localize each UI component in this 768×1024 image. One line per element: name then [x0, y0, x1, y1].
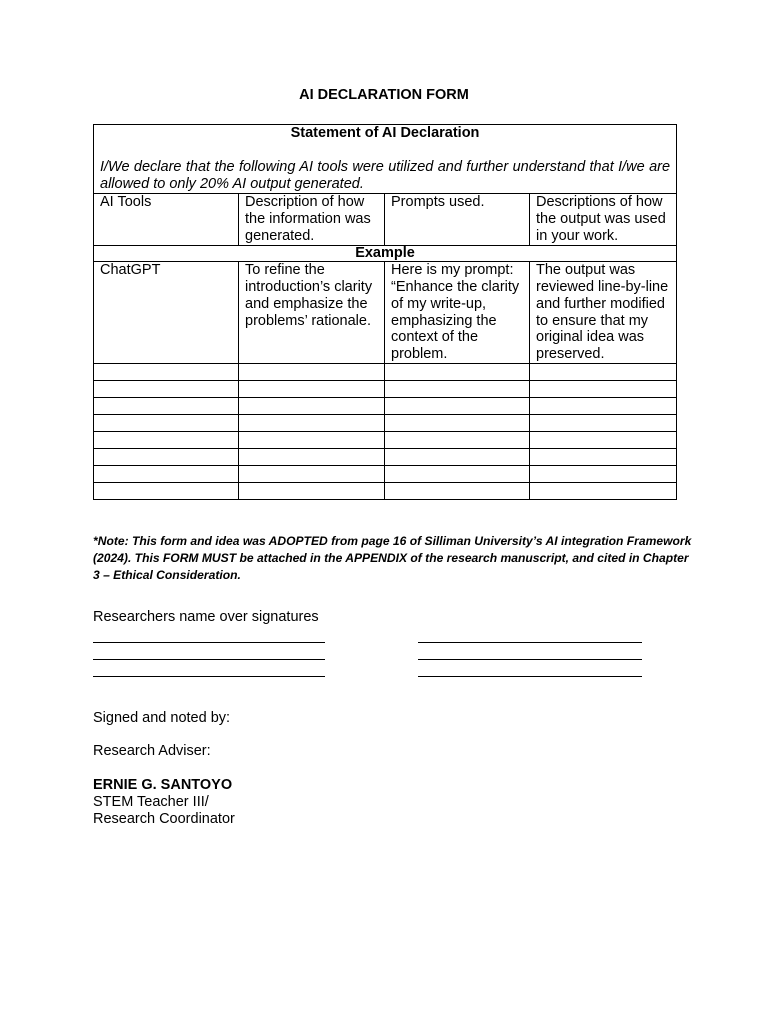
- table-row: [94, 415, 677, 432]
- table-cell[interactable]: [385, 364, 530, 381]
- signature-line[interactable]: [418, 676, 642, 677]
- table-row: [94, 398, 677, 415]
- table-cell[interactable]: [530, 466, 677, 483]
- table-cell[interactable]: [239, 483, 385, 500]
- example-ai-tool: ChatGPT: [94, 262, 239, 364]
- signature-line[interactable]: [93, 676, 325, 677]
- header-description: Description of how the information was generated.: [239, 194, 385, 245]
- ai-declaration-table: [93, 124, 677, 500]
- table-cell[interactable]: [239, 364, 385, 381]
- example-row: [94, 262, 677, 364]
- table-cell[interactable]: [94, 364, 239, 381]
- table-cell[interactable]: [94, 466, 239, 483]
- table-cell[interactable]: [385, 449, 530, 466]
- adoption-note: *Note: This form and idea was ADOPTED from page 16 of Silliman University’s AI integration Framework (2024). This FORM MUST be attached in the APPENDIX of the research manuscript, and cited in Chapter 3 – Ethical Consideration.: [93, 534, 692, 582]
- table-cell[interactable]: [530, 364, 677, 381]
- signed-noted-label: Signed and noted by:: [93, 710, 231, 726]
- example-description: To refine the introduction’s clarity and emphasize the problems’ rationale.: [239, 262, 385, 364]
- table-row: [94, 381, 677, 398]
- table-cell[interactable]: [530, 483, 677, 500]
- table-cell[interactable]: [94, 432, 239, 449]
- adviser-name: ERNIE G. SANTOYO: [93, 777, 233, 793]
- table-row: [94, 483, 677, 500]
- table-cell[interactable]: [239, 466, 385, 483]
- example-label-row: [94, 245, 677, 262]
- table-row: [94, 364, 677, 381]
- table-cell[interactable]: [530, 398, 677, 415]
- table-cell[interactable]: [385, 483, 530, 500]
- statement-text: I/We declare that the following AI tools were utilized and further understand that I/we are allowed to only 20% AI output generated.: [100, 158, 671, 192]
- table-cell[interactable]: [385, 466, 530, 483]
- signature-line[interactable]: [418, 642, 642, 643]
- table-row: [94, 466, 677, 483]
- table-row: [94, 449, 677, 466]
- table-cell[interactable]: [530, 449, 677, 466]
- header-ai-tools: AI Tools: [94, 194, 239, 245]
- table-cell[interactable]: [530, 381, 677, 398]
- table-cell[interactable]: [530, 432, 677, 449]
- header-prompts: Prompts used.: [385, 194, 530, 245]
- table-cell[interactable]: [94, 381, 239, 398]
- table-cell[interactable]: [530, 415, 677, 432]
- statement-row: [94, 125, 677, 194]
- signature-line[interactable]: [93, 659, 325, 660]
- adviser-label: Research Adviser:: [93, 743, 211, 759]
- example-prompt: Here is my prompt: “Enhance the clarity of my write-up, emphasizing the context of the problem.: [385, 262, 530, 364]
- statement-cell: [94, 125, 677, 194]
- table-cell[interactable]: [385, 398, 530, 415]
- header-row: [94, 194, 677, 245]
- adviser-position-2: Research Coordinator: [93, 811, 235, 827]
- signature-label: Researchers name over signatures: [93, 609, 319, 625]
- header-output-use: Descriptions of how the output was used in your work.: [530, 194, 677, 245]
- table-cell[interactable]: [94, 398, 239, 415]
- table-cell[interactable]: [239, 381, 385, 398]
- table-cell[interactable]: [239, 398, 385, 415]
- table-cell[interactable]: [94, 415, 239, 432]
- table-cell[interactable]: [239, 415, 385, 432]
- table-row: [94, 432, 677, 449]
- table-cell[interactable]: [94, 449, 239, 466]
- signature-line[interactable]: [93, 642, 325, 643]
- table-cell[interactable]: [385, 415, 530, 432]
- table-cell[interactable]: [94, 483, 239, 500]
- signature-line[interactable]: [418, 659, 642, 660]
- table-cell[interactable]: [385, 381, 530, 398]
- table-cell[interactable]: [385, 432, 530, 449]
- adviser-position-1: STEM Teacher III/: [93, 794, 209, 810]
- statement-heading: Statement of AI Declaration: [290, 125, 480, 141]
- form-title: AI DECLARATION FORM: [299, 87, 469, 103]
- example-label: Example: [94, 245, 677, 262]
- table-cell[interactable]: [239, 432, 385, 449]
- example-output-use: The output was reviewed line-by-line and further modified to ensure that my original idea was preserved.: [530, 262, 677, 364]
- table-cell[interactable]: [239, 449, 385, 466]
